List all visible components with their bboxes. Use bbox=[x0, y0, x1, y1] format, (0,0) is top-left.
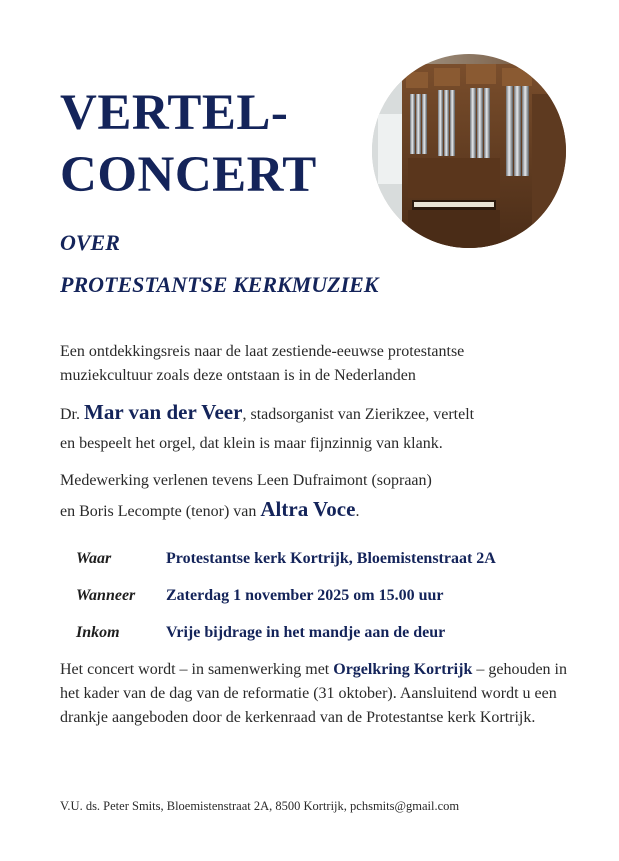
subtitle-line-1: OVER bbox=[60, 230, 120, 255]
guests-line-1: Medewerking verlenen tevens Leen Dufraimont (sopraan) bbox=[60, 472, 432, 489]
detail-label: Waar bbox=[76, 549, 112, 567]
detail-label: Inkom bbox=[76, 623, 120, 641]
organist-name: Mar van der Veer bbox=[84, 400, 243, 424]
organization-name: Orgelkring Kortrijk bbox=[333, 661, 473, 678]
subtitle-line-2: PROTESTANTSE KERKMUZIEK bbox=[60, 272, 379, 297]
ensemble-suffix: . bbox=[355, 503, 360, 520]
detail-value: Zaterdag 1 november 2025 om 15.00 uur bbox=[166, 586, 444, 604]
intro-paragraph bbox=[60, 340, 580, 388]
event-details bbox=[76, 540, 496, 651]
title-line-1: VERTEL- bbox=[60, 85, 289, 141]
detail-row-entry bbox=[76, 614, 496, 651]
church-organ-photo bbox=[372, 54, 566, 248]
detail-label: Wanneer bbox=[76, 586, 136, 604]
title-line-2: CONCERT bbox=[60, 147, 317, 203]
organist-prefix: Dr. bbox=[60, 406, 80, 423]
closing-rest: – gehouden in het kader van de dag van de reformatie (31 oktober). Aansluitend wordt u een drankje aangeboden door de kerkenraad van de Protestantse kerk Kortrijk. bbox=[60, 661, 567, 726]
organist-paragraph bbox=[60, 398, 580, 458]
detail-row-when bbox=[76, 577, 496, 614]
guests-paragraph bbox=[60, 466, 580, 526]
organist-rest-1: , stadsorganist van Zierikzee, vertelt bbox=[242, 406, 475, 423]
detail-value: Protestantse kerk Kortrijk, Bloemistenstraat 2A bbox=[166, 549, 496, 567]
ensemble-name: Altra Voce bbox=[260, 497, 356, 521]
detail-row-where bbox=[76, 540, 496, 577]
guests-line-2: en Boris Lecompte (tenor) van bbox=[60, 503, 257, 520]
closing-paragraph bbox=[60, 658, 570, 730]
closing-prefix: Het concert wordt – in samenwerking met bbox=[60, 661, 330, 678]
intro-line-1: Een ontdekkingsreis naar de laat zestiende-eeuwse protestantse bbox=[60, 343, 465, 360]
footer-publisher: V.U. ds. Peter Smits, Bloemistenstraat 2A, 8500 Kortrijk, pchsmits@gmail.com bbox=[60, 799, 460, 813]
organist-rest-2: en bespeelt het orgel, dat klein is maar fijnzinnig van klank. bbox=[60, 435, 443, 452]
poster-title bbox=[60, 82, 317, 206]
detail-value: Vrije bijdrage in het mandje aan de deur bbox=[166, 623, 446, 641]
intro-line-2: muziekcultuur zoals deze ontstaan is in de Nederlanden bbox=[60, 367, 416, 384]
